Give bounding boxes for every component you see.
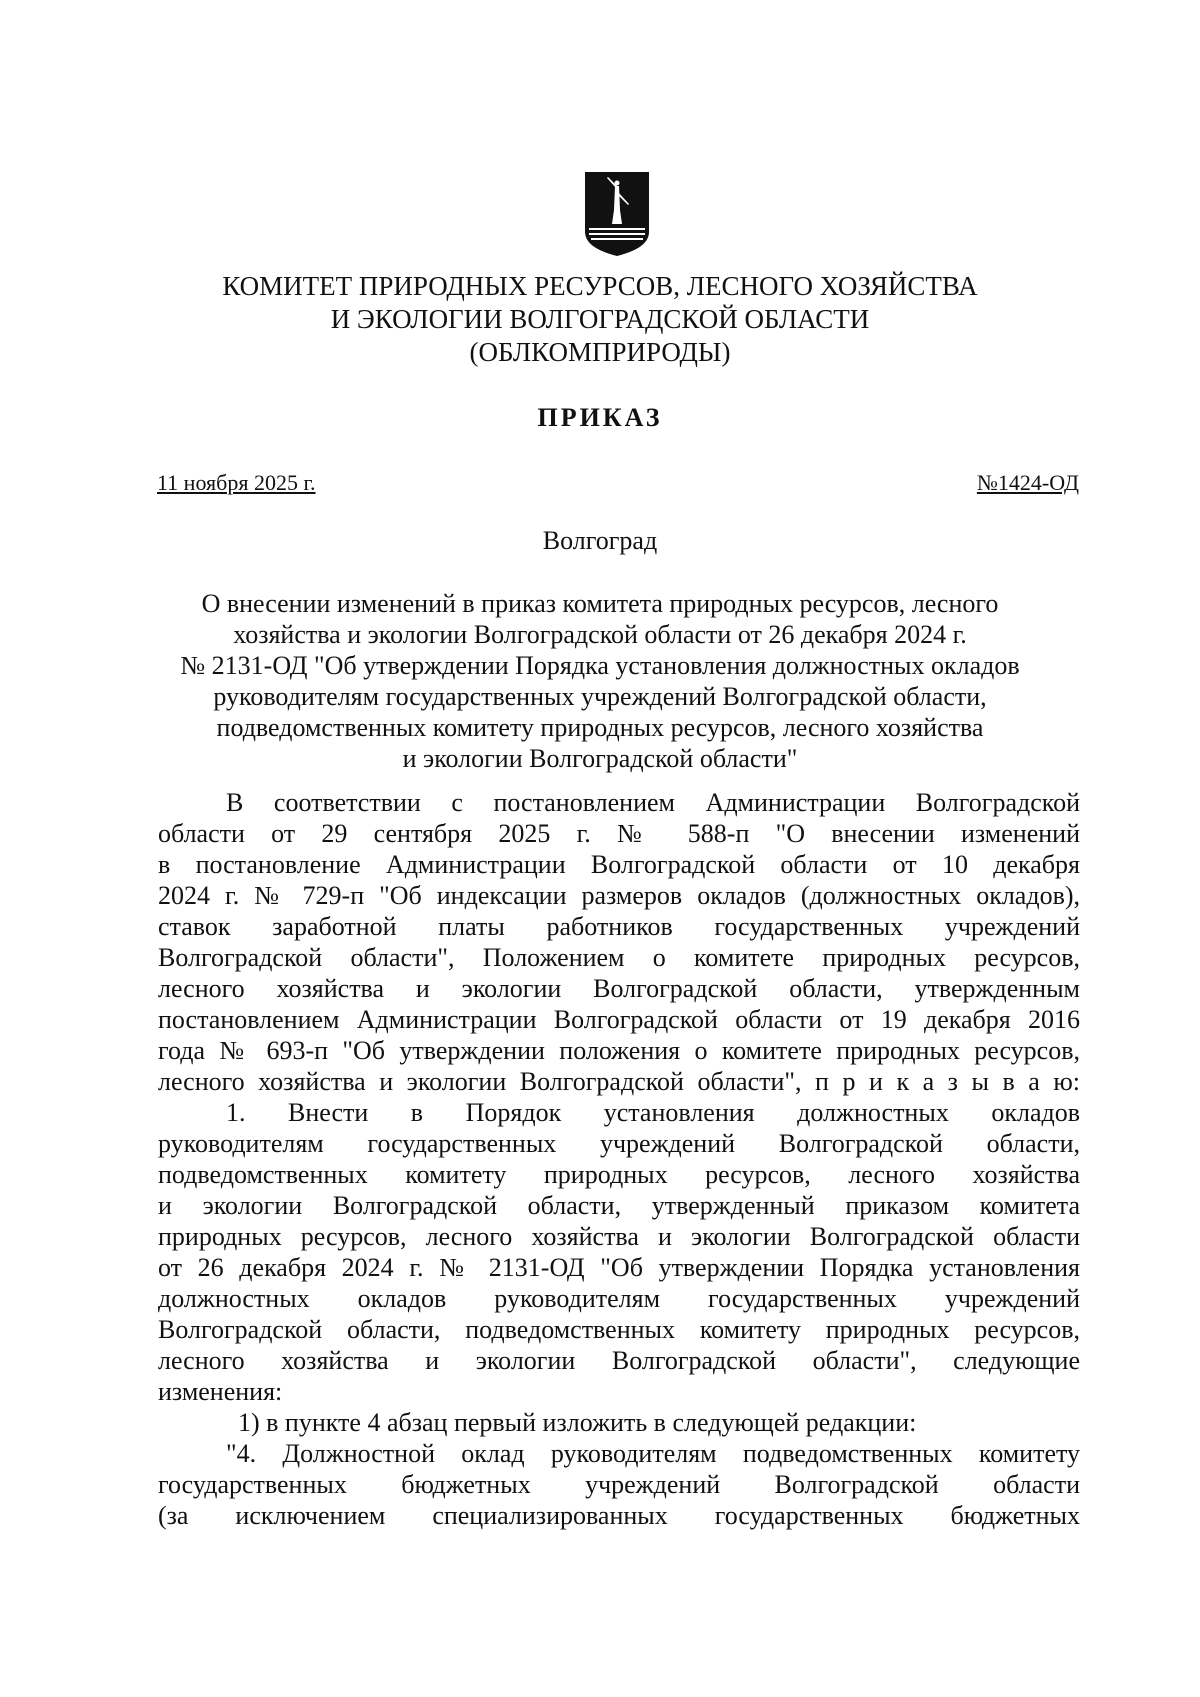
subject-line: О внесении изменений в приказ комитета природных ресурсов, лесного	[201, 589, 999, 618]
body-line: природных ресурсов, лесного хозяйства и экологии Волгоградской области	[158, 1222, 1080, 1251]
body-line: 1. Внести в Порядок установления должностных окладов	[226, 1098, 1080, 1127]
body-line: от 26 декабря 2024 г. № 2131-ОД "Об утверждении Порядка установления	[158, 1253, 1080, 1282]
body-line: В соответствии с постановлением Администрации Волгоградской	[226, 788, 1080, 817]
order-number: №1424-ОД	[976, 470, 1079, 495]
body-line: области от 29 сентября 2025 г. № 588-п "О внесении изменений	[158, 819, 1080, 848]
subject-line: хозяйства и экологии Волгоградской области от 26 декабря 2024 г.	[233, 620, 967, 649]
document-title: ПРИКАЗ	[537, 403, 663, 432]
body-line: ставок заработной платы работников государственных учреждений	[158, 912, 1080, 941]
body-line: "4. Должностной оклад руководителям подведомственных комитету	[226, 1439, 1080, 1468]
body-line: подведомственных комитету природных ресурсов, лесного хозяйства	[158, 1160, 1080, 1189]
organization-name	[160, 270, 1040, 369]
coat-of-arms-emblem	[583, 170, 651, 258]
body-line: в постановление Администрации Волгоградской области от 10 декабря	[158, 850, 1080, 879]
subject-line: руководителям государственных учреждений Волгоградской области,	[213, 682, 987, 711]
body-line: (за исключением специализированных государственных бюджетных	[158, 1501, 1080, 1530]
body-line: лесного хозяйства и экологии Волгоградской области", следующие	[158, 1346, 1080, 1375]
body-line: лесного хозяйства и экологии Волгоградской области", п р и к а з ы в а ю:	[158, 1067, 1080, 1096]
organization-line: КОМИТЕТ ПРИРОДНЫХ РЕСУРСОВ, ЛЕСНОГО ХОЗЯЙСТВА	[222, 271, 978, 301]
order-date: 11 ноября 2025 г.	[157, 470, 316, 495]
organization-line: (ОБЛКОМПРИРОДЫ)	[469, 337, 731, 367]
body-line: руководителям государственных учреждений Волгоградской области,	[158, 1129, 1080, 1158]
body-line: государственных бюджетных учреждений Волгоградской области	[158, 1470, 1080, 1499]
body-line: Волгоградской области, подведомственных комитету природных ресурсов,	[158, 1315, 1080, 1344]
organization-line: И ЭКОЛОГИИ ВОЛГОГРАДСКОЙ ОБЛАСТИ	[330, 304, 870, 334]
city-name: Волгоград	[542, 526, 658, 555]
subject-line: и экологии Волгоградской области"	[402, 744, 798, 773]
body-line: лесного хозяйства и экологии Волгоградской области, утвержденным	[158, 974, 1080, 1003]
body-line: должностных окладов руководителям государственных учреждений	[158, 1284, 1080, 1313]
body-line: изменения:	[158, 1377, 283, 1406]
subject-line: подведомственных комитету природных ресурсов, лесного хозяйства	[216, 713, 984, 742]
body-line: 1) в пункте 4 абзац первый изложить в следующей редакции:	[238, 1408, 917, 1437]
body-line: года № 693-п "Об утверждении положения о комитете природных ресурсов,	[158, 1036, 1080, 1065]
subject-line: № 2131-ОД "Об утверждении Порядка установления должностных окладов	[180, 651, 1020, 680]
order-body	[158, 787, 1080, 1531]
order-subject	[160, 588, 1040, 774]
body-line: 2024 г. № 729-п "Об индексации размеров окладов (должностных окладов),	[158, 881, 1080, 910]
body-line: Волгоградской области", Положением о комитете природных ресурсов,	[158, 943, 1080, 972]
body-line: и экологии Волгоградской области, утвержденный приказом комитета	[158, 1191, 1080, 1220]
body-line: постановлением Администрации Волгоградской области от 19 декабря 2016	[158, 1005, 1080, 1034]
